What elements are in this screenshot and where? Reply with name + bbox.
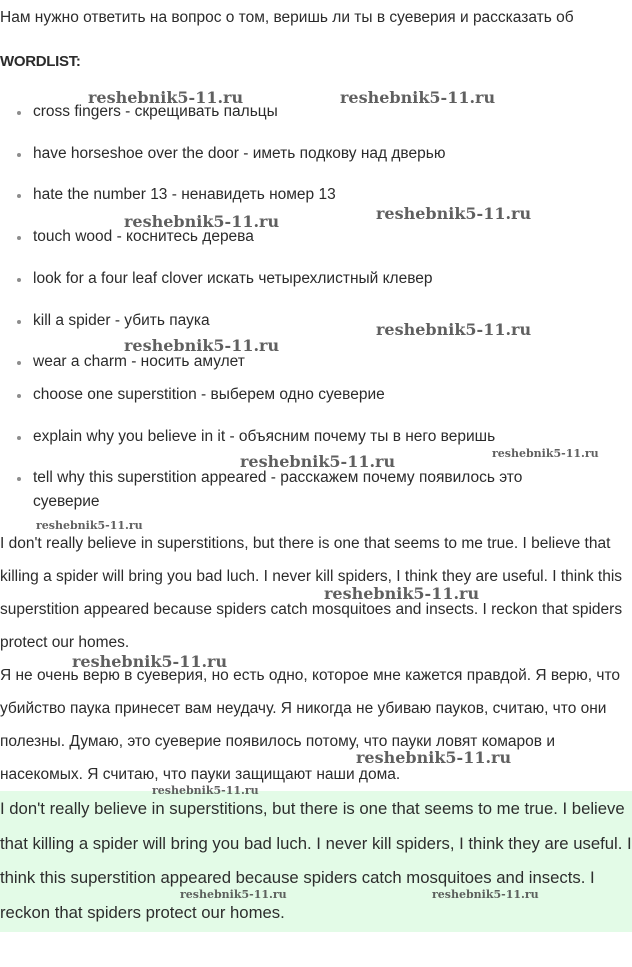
bullet-icon xyxy=(17,111,21,115)
watermark: reshebnik5-11.ru xyxy=(492,447,599,460)
english-paragraph: I don't really believe in superstitions, but there is one that seems to me true. I believe that killing a spider will bring you bad luch. I never kill spiders, I think they are useful. I think this superstition appeared because spiders catch mosquitoes and insects. I reckon that spiders protect our homes. xyxy=(0,535,623,651)
list-item: choose one superstition - выберем одно суеверие xyxy=(33,383,593,407)
watermark: reshebnik5-11.ru xyxy=(88,88,244,107)
list-item: have horseshoe over the door - иметь подкову над дверью xyxy=(33,142,593,166)
watermark: reshebnik5-11.ru xyxy=(340,88,496,107)
bullet-icon xyxy=(17,236,21,240)
bullet-icon xyxy=(17,194,21,198)
watermark: reshebnik5-11.ru xyxy=(152,784,259,797)
bullet-icon xyxy=(17,153,21,157)
list-item: wear a charm - носить амулет xyxy=(33,350,593,374)
watermark: reshebnik5-11.ru xyxy=(240,452,396,471)
watermark: reshebnik5-11.ru xyxy=(376,320,532,339)
bullet-icon xyxy=(17,394,21,398)
list-item: kill a spider - убить паука xyxy=(33,309,593,333)
list-item: touch wood - коснитесь дерева xyxy=(33,225,593,249)
bullet-icon xyxy=(17,477,21,481)
bullet-icon xyxy=(17,278,21,282)
list-item: explain why you believe in it - объясним почему ты в него веришь xyxy=(33,425,593,449)
intro-text: Нам нужно ответить на вопрос о том, веришь ли ты в суеверия и рассказать об xyxy=(0,9,574,26)
watermark: reshebnik5-11.ru xyxy=(432,888,539,901)
watermark: reshebnik5-11.ru xyxy=(324,584,480,603)
watermark: reshebnik5-11.ru xyxy=(376,204,532,223)
bullet-icon xyxy=(17,320,21,324)
watermark: reshebnik5-11.ru xyxy=(180,888,287,901)
bullet-icon xyxy=(17,361,21,365)
watermark: reshebnik5-11.ru xyxy=(124,212,280,231)
list-item: look for a four leaf clover искать четырехлистный клевер xyxy=(33,267,593,291)
watermark: reshebnik5-11.ru xyxy=(36,519,143,532)
wordlist-heading: WORDLIST: xyxy=(0,53,81,70)
watermark: reshebnik5-11.ru xyxy=(124,336,280,355)
list-item: tell why this superstition appeared - расскажем почему появилось это суеверие xyxy=(33,466,593,514)
bullet-icon xyxy=(17,436,21,440)
list-item: hate the number 13 - ненавидеть номер 13 xyxy=(33,183,593,207)
list-item: cross fingers - скрещивать пальцы xyxy=(33,100,593,124)
watermark: reshebnik5-11.ru xyxy=(72,652,228,671)
highlighted-block xyxy=(0,791,632,932)
watermark: reshebnik5-11.ru xyxy=(356,748,512,767)
russian-paragraph: Я не очень верю в суеверия, но есть одно, которое мне кажется правдой. Я верю, что убийство паука принесет вам неудачу. Я никогда не убиваю пауков, считаю, что они полезны. Думаю, это суеверие появилось потому, что пауки ловят комаров и насекомых. Я считаю, что пауки защищают наши дома. xyxy=(0,667,621,783)
highlighted-paragraph: I don't really believe in superstitions, but there is one that seems to me true. I believe that killing a spider will bring you bad luch. I never kill spiders, I think they are useful. I think this superstition appeared because spiders catch mosquitoes and insects. I reckon that spiders protect our homes. xyxy=(0,799,632,922)
